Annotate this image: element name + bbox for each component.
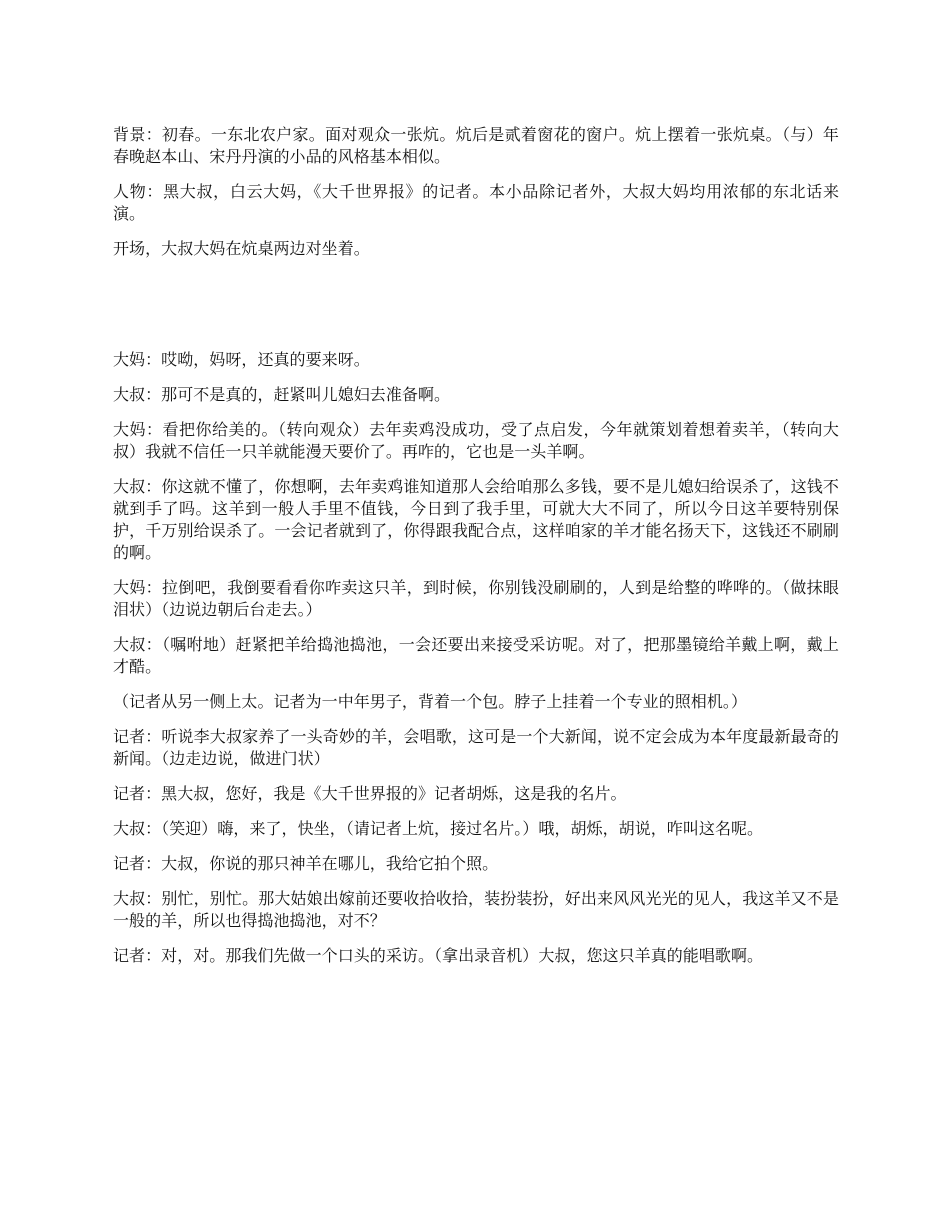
dialogue-line: 记者：对，对。那我们先做一个口头的采访。（拿出录音机）大叔，您这只羊真的能唱歌啊。 [113, 946, 764, 965]
dialogue-line: 大叔：（嘱咐地）赶紧把羊给捣池捣池，一会还要出来接受采访呢。对了，把那墨镜给羊戴上啊，戴上才酷。 [113, 635, 839, 676]
section-gap [113, 273, 839, 349]
characters-paragraph: 人物：黑大叔，白云大妈，《大千世界报》的记者。本小品除记者外，大叔大妈均用浓郁的东北话来演。 [113, 182, 839, 223]
dialogue-line: 大叔：你这就不懂了，你想啊，去年卖鸡谁知道那人会给咱那么多钱，要不是儿媳妇给误杀了，这钱不就到手了吗。这羊到一般人手里不值钱，今日到了我手里，可就大大不同了，所以今日这羊要特别保护，千万别给误杀了。一会记者就到了，你得跟我配合点，这样咱家的羊才能名扬天下，这钱还不刷刷的啊。 [113, 477, 839, 562]
dialogue-line: 大叔：那可不是真的，赶紧叫儿媳妇去准备啊。 [113, 385, 451, 404]
dialogue-line: 大妈：拉倒吧，我倒要看看你咋卖这只羊，到时候，你别钱没刷刷的，人到是给整的哗哗的。（做抹眼泪状）（边说边朝后台走去。） [113, 578, 839, 619]
dialogue-line: 大妈：哎呦，妈呀，还真的要来呀。 [113, 350, 370, 369]
opening-paragraph: 开场，大叔大妈在炕桌两边对坐着。 [113, 239, 370, 258]
document-page [113, 124, 839, 980]
dialogue-line: 记者：大叔，你说的那只神羊在哪儿，我给它拍个照。 [113, 854, 499, 873]
dialogue-line: 大妈：看把你给美的。（转向观众）去年卖鸡没成功，受了点启发，今年就策划着想着卖羊，（转向大叔）我就不信任一只羊就能漫天要价了。再咋的，它也是一头羊啊。 [113, 420, 839, 461]
dialogue-line: 大叔：（笑迎）嗨，来了，快坐，（请记者上炕，接过名片。）哦，胡烁，胡说，咋叫这名呢。 [113, 819, 764, 838]
stage-direction: （记者从另一侧上太。记者为一中年男子，背着一个包。脖子上挂着一个专业的照相机。） [113, 692, 748, 711]
dialogue-line: 大叔：别忙，别忙。那大姑娘出嫁前还要收拾收拾，装扮装扮，好出来风风光光的见人，我这羊又不是一般的羊，所以也得捣池捣池，对不？ [113, 889, 839, 930]
dialogue-line: 记者：听说李大叔家养了一头奇妙的羊，会唱歌，这可是一个大新闻，说不定会成为本年度最新最奇的新闻。（边走边说，做进门状） [113, 727, 839, 768]
background-paragraph: 背景：初春。一东北农户家。面对观众一张炕。炕后是贰着窗花的窗户。炕上摆着一张炕桌。（与）年春晚赵本山、宋丹丹演的小品的风格基本相似。 [113, 125, 839, 166]
dialogue-line: 记者：黑大叔，您好，我是《大千世界报的》记者胡烁，这是我的名片。 [113, 784, 627, 803]
